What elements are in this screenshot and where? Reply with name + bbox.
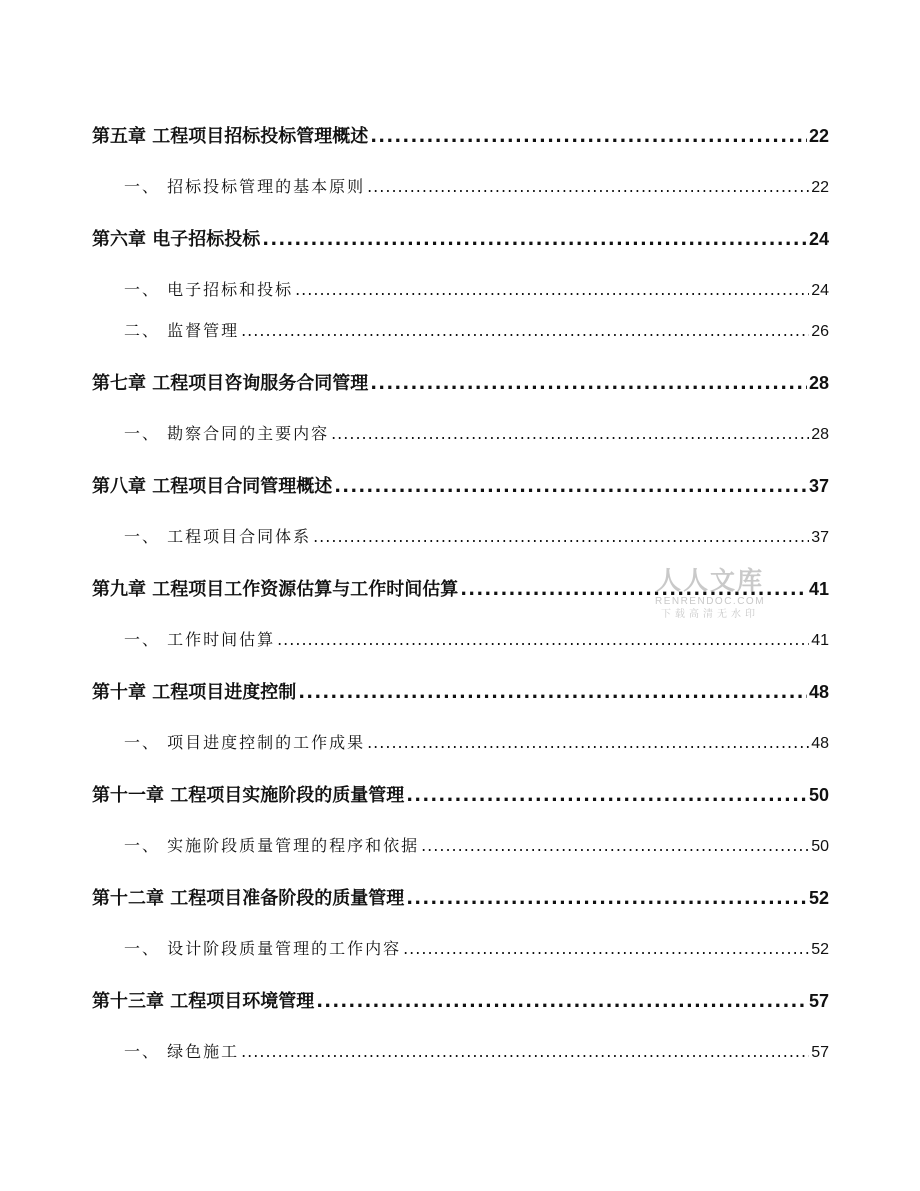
toc-section[interactable] (92, 833, 829, 863)
toc-dot-leader (370, 373, 807, 394)
toc-title: 一、 绿色施工 (124, 1042, 240, 1061)
toc-title: 第八章 工程项目合同管理概述 (92, 476, 333, 497)
toc-chapter-7[interactable] (92, 369, 829, 399)
toc-dot-leader (241, 1042, 809, 1061)
toc-chapter-9[interactable] (92, 575, 829, 605)
toc-title: 一、 设计阶段质量管理的工作内容 (124, 939, 402, 958)
toc-title: 第九章 工程项目工作资源估算与工作时间估算 (92, 579, 459, 600)
toc-title: 一、 勘察合同的主要内容 (124, 424, 330, 443)
toc-dot-leader (370, 126, 807, 147)
toc-section[interactable] (92, 627, 829, 657)
toc-title: 一、 项目进度控制的工作成果 (124, 733, 366, 752)
toc-chapter-13[interactable] (92, 987, 829, 1017)
toc-page-number: 24 (808, 229, 829, 249)
toc-dot-leader (403, 939, 809, 958)
toc-chapter-8[interactable] (92, 472, 829, 502)
toc-title: 第五章 工程项目招标投标管理概述 (92, 126, 369, 147)
toc-dot-leader (277, 630, 809, 649)
toc-page-number: 22 (811, 179, 829, 196)
watermark-domain: RENRENDOC.COM (654, 596, 766, 607)
toc-section[interactable] (92, 936, 829, 966)
toc-page-number: 57 (811, 1044, 829, 1061)
toc-chapter-10[interactable] (92, 678, 829, 708)
toc-dot-leader (406, 785, 807, 806)
toc-page-number: 52 (808, 888, 829, 908)
toc-dot-leader (460, 579, 807, 600)
toc-dot-leader (295, 280, 809, 299)
toc-dot-leader (406, 888, 807, 909)
toc-page-number: 50 (811, 838, 829, 855)
toc-chapter-11[interactable] (92, 781, 829, 811)
toc-page-number: 24 (811, 282, 829, 299)
toc-page-number: 37 (808, 476, 829, 496)
toc-title: 一、 招标投标管理的基本原则 (124, 177, 366, 196)
toc-title: 第十三章 工程项目环境管理 (92, 991, 315, 1012)
toc-dot-leader (316, 991, 807, 1012)
toc-dot-leader (262, 229, 807, 250)
toc-dot-leader (313, 527, 809, 546)
toc-title: 第六章 电子招标投标 (92, 229, 261, 250)
toc-chapter-12[interactable] (92, 884, 829, 914)
toc-title: 一、 工作时间估算 (124, 630, 276, 649)
toc-page-number: 57 (808, 991, 829, 1011)
toc-section[interactable] (92, 524, 829, 554)
toc-dot-leader (331, 424, 809, 443)
toc-dot-leader (334, 476, 807, 497)
toc-title: 第十二章 工程项目准备阶段的质量管理 (92, 888, 405, 909)
toc-dot-leader (367, 733, 809, 752)
toc-dot-leader (367, 177, 809, 196)
toc-title: 二、 监督管理 (124, 321, 240, 340)
toc-page-number: 41 (811, 632, 829, 649)
toc-title: 一、 电子招标和投标 (124, 280, 294, 299)
toc-page-number: 28 (811, 426, 829, 443)
toc-page-number: 22 (808, 126, 829, 146)
toc-section[interactable] (92, 1039, 829, 1069)
toc-page-number: 50 (808, 785, 829, 805)
toc-section[interactable] (92, 730, 829, 760)
toc-page-number: 26 (811, 323, 829, 340)
toc-section[interactable] (92, 318, 829, 348)
toc-page-number: 52 (811, 941, 829, 958)
watermark-logo: 人人文库 (655, 566, 764, 595)
toc-page-number: 48 (811, 735, 829, 752)
toc-dot-leader (298, 682, 807, 703)
toc-page-number: 48 (808, 682, 829, 702)
toc-dot-leader (421, 836, 809, 855)
watermark-slogan: 下载高清无水印 (661, 609, 759, 620)
toc-section[interactable] (92, 277, 829, 307)
toc-page-number: 41 (808, 579, 829, 599)
toc-chapter-6[interactable] (92, 225, 829, 255)
toc-title: 第十章 工程项目进度控制 (92, 682, 297, 703)
toc-title: 第七章 工程项目咨询服务合同管理 (92, 373, 369, 394)
toc-title: 第十一章 工程项目实施阶段的质量管理 (92, 785, 405, 806)
toc-page-number: 37 (811, 529, 829, 546)
toc-dot-leader (241, 321, 809, 340)
toc-page-number: 28 (808, 373, 829, 393)
toc-title: 一、 实施阶段质量管理的程序和依据 (124, 836, 420, 855)
toc-section[interactable] (92, 421, 829, 451)
toc-chapter-5[interactable] (92, 122, 829, 152)
toc-title: 一、 工程项目合同体系 (124, 527, 312, 546)
toc-section[interactable] (92, 174, 829, 204)
